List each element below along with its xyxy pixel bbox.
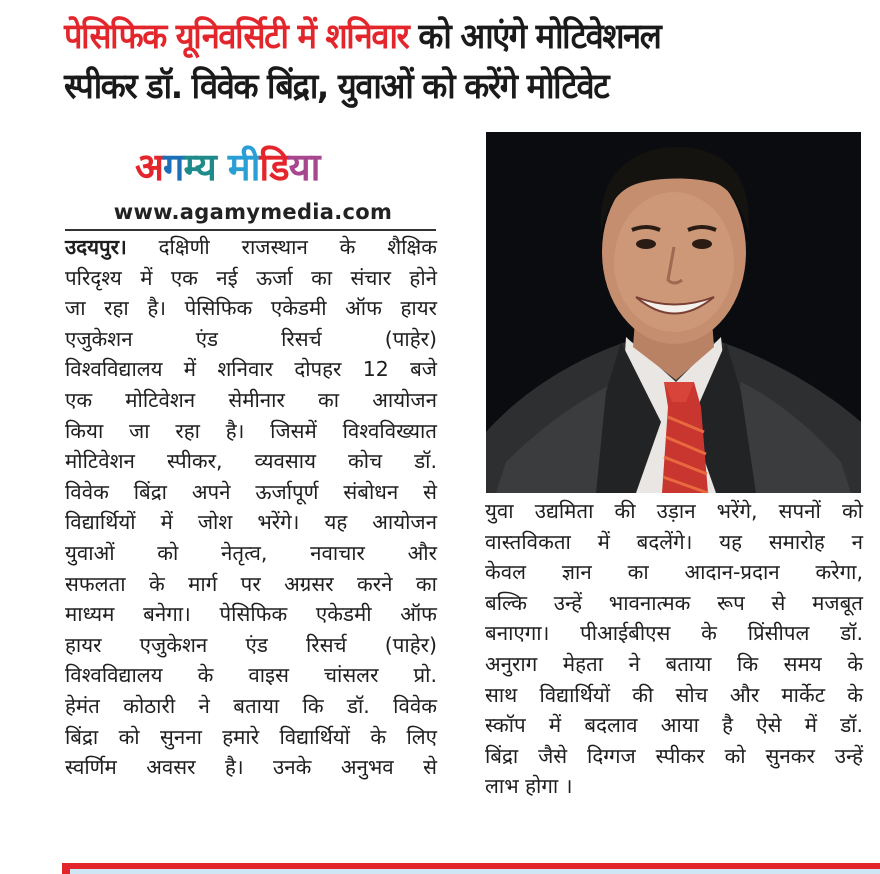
headline-highlight: पेसिफिक यूनिवर्सिटी में शनिवार bbox=[64, 17, 409, 57]
headline bbox=[64, 12, 808, 112]
divider bbox=[65, 229, 436, 231]
article-line: लाभ होगा । bbox=[485, 774, 573, 799]
article-line: जा रहा है। पेसिफिक एकेडमी ऑफ हायर bbox=[65, 296, 437, 321]
article-line: साथ विद्यार्थियों की सोच और मार्केट के bbox=[485, 682, 863, 707]
logo-part: म्य bbox=[183, 145, 216, 189]
article-line: मोटिवेशन स्पीकर, व्यवसाय कोच डॉ. bbox=[65, 449, 437, 474]
article-line: एजुकेशन एंड रिसर्च (पाहेर) bbox=[65, 326, 437, 351]
agamy-media-logo bbox=[135, 142, 320, 192]
article-line: विश्वविद्यालय में शनिवार दोपहर 12 बजे bbox=[65, 357, 437, 382]
article-line: सफलता के मार्ग पर अग्रसर करने का bbox=[65, 571, 437, 596]
article-line: परिदृश्य में एक नई ऊर्जा का संचार होने bbox=[65, 265, 437, 290]
article-line: हायर एजुकेशन एंड रिसर्च (पाहेर) bbox=[65, 632, 437, 657]
article-line: किया जा रहा है। जिसमें विश्वविख्यात bbox=[65, 418, 437, 443]
article-line: उदयपुर। दक्षिणी राजस्थान के शैक्षिक bbox=[65, 235, 437, 259]
article-line: युवाओं को नेतृत्व, नवाचार और bbox=[65, 540, 437, 565]
article-line: विश्वविद्यालय के वाइस चांसलर प्रो. bbox=[65, 663, 437, 688]
article-line: माध्यम बनेगा। पेसिफिक एकेडमी ऑफ bbox=[65, 602, 437, 627]
logo-part: ग bbox=[163, 145, 184, 189]
article-line: विद्यार्थियों में जोश भरेंगे। यह आयोजन bbox=[65, 510, 437, 535]
article-line: विवेक बिंद्रा अपने ऊर्जापूर्ण संबोधन से bbox=[65, 479, 437, 504]
portrait-illustration bbox=[486, 132, 861, 493]
speaker-photo bbox=[486, 132, 861, 493]
article-right-column bbox=[485, 496, 863, 802]
dateline: उदयपुर। bbox=[65, 235, 127, 259]
article-line: वास्तविकता में बदलेंगे। यह समारोह न bbox=[485, 529, 863, 554]
bottom-next-article-edge bbox=[70, 869, 880, 874]
article-line: युवा उद्यमिता की उड़ान भरेंगे, सपनों को bbox=[485, 499, 863, 523]
article-line: अनुराग मेहता ने बताया कि समय के bbox=[485, 651, 863, 676]
website-url: www.agamymedia.com bbox=[113, 200, 393, 224]
article-line: बनाएगा। पीआईबीएस के प्रिंसीपल डॉ. bbox=[485, 621, 863, 646]
logo-part: या bbox=[288, 145, 320, 189]
headline-line-1 bbox=[64, 12, 808, 62]
article-left-column bbox=[65, 232, 437, 783]
article-line: केवल ज्ञान का आदान-प्रदान करेगा, bbox=[485, 560, 863, 585]
article-line: हेमंत कोठारी ने बताया कि डॉ. विवेक bbox=[65, 693, 437, 718]
logo-part: डि bbox=[259, 145, 289, 189]
logo-part: अ bbox=[135, 145, 164, 189]
headline-line-2: स्पीकर डॉ. विवेक बिंद्रा, युवाओं को करेंगे मोटिवेट bbox=[64, 67, 609, 107]
article-line: बल्कि उन्हें भावनात्मक रूप से मजबूत bbox=[485, 590, 863, 615]
headline-rest: को आएंगे मोटिवेशनल bbox=[408, 17, 661, 57]
article-line: बिंद्रा को सुनना हमारे विद्यार्थियों के लिए bbox=[65, 724, 437, 749]
logo-part: मी bbox=[227, 145, 260, 189]
article-line: बिंद्रा जैसे दिग्गज स्पीकर को सुनकर उन्हें bbox=[485, 743, 863, 768]
article-line: स्वर्णिम अवसर है। उनके अनुभव से bbox=[65, 755, 437, 780]
article-line: स्कॉप में बदलाव आया है ऐसे में डॉ. bbox=[485, 713, 863, 738]
article-line: एक मोटिवेशन सेमीनार का आयोजन bbox=[65, 387, 437, 412]
